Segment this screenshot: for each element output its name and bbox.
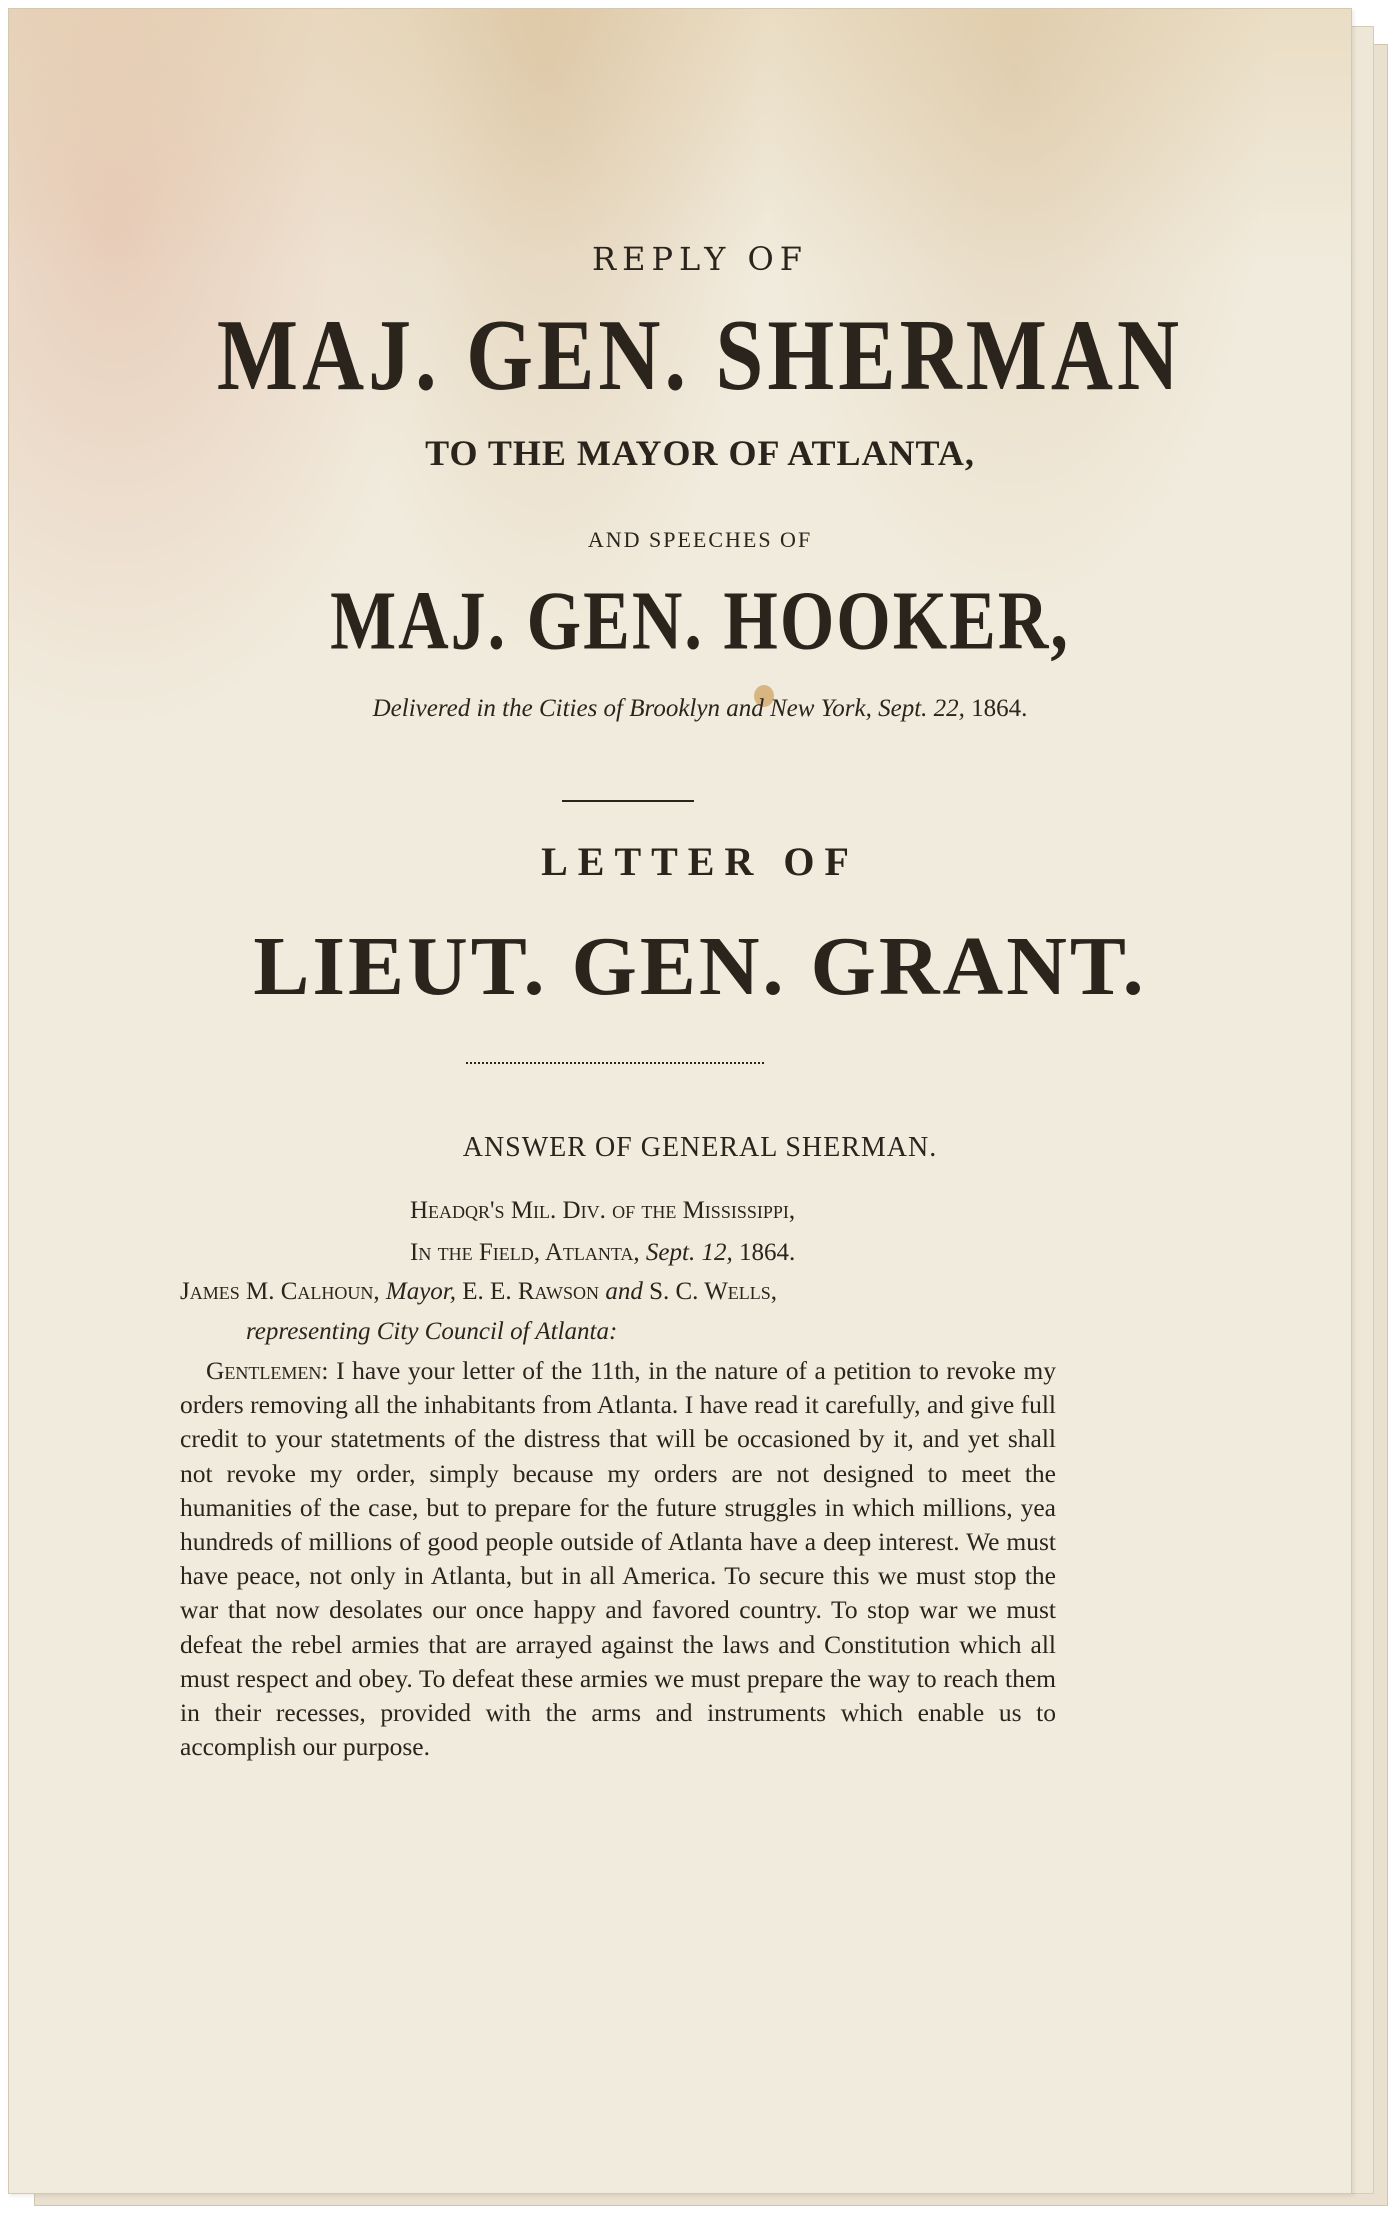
addressee-wells: S. C. Wells, — [642, 1278, 778, 1305]
addressee-rawson: E. E. Rawson — [456, 1278, 606, 1305]
title-sherman: MAJ. GEN. SHERMAN — [216, 298, 1184, 412]
body-paragraph: : I have your letter of the 11th, in the nature of a petition to revoke my orders removing all the inhabitants from Atlanta. I have read it carefully, and give full credit to your statetments of the distress that will be occasioned by it, and yet shall not revoke my order, simply because my orders are not designed to meet the humanities of the case, but to prepare for the future struggles in which millions, yea hundreds of millions of good people outside of Atlanta have a deep interest. We must have peace, not only in Atlanta, but in all America. To secure this we must stop the war that now desolates our once happy and favored country. To stop war we must defeat the rebel armies that are arrayed against the laws and Constitution which all must respect and obey. To defeat these armies we must prepare the way to reach them in their recesses, provided with the arms and instruments which enable us to accomplish our purpose. — [180, 1356, 1056, 1762]
addressee-name: James M. Calhoun, — [180, 1278, 386, 1305]
addressee-title: Mayor, — [385, 1278, 457, 1305]
hq-year: 1864. — [732, 1239, 796, 1266]
divider-rule — [562, 800, 694, 802]
letter-body — [180, 1354, 1056, 1764]
dotted-divider-rule — [466, 1062, 764, 1064]
delivered-date: Sept. 22, — [878, 695, 972, 722]
delivered-year: 1864. — [971, 695, 1028, 722]
answer-heading: ANSWER OF GENERAL SHERMAN. — [462, 1132, 938, 1163]
reply-of-heading: REPLY OF — [592, 240, 808, 278]
addressee-and: and — [605, 1278, 643, 1305]
headquarters-block — [410, 1190, 1110, 1274]
hq-date: Sept. 12, — [645, 1239, 733, 1266]
hq-line-1: Headqr's Mil. Div. of the Mississippi, — [410, 1197, 796, 1224]
speeches-of-heading: AND SPEECHES OF — [587, 527, 813, 552]
title-hooker: MAJ. GEN. HOOKER, — [330, 575, 1070, 668]
addressee-representing: representing City Council of Atlanta: — [246, 1318, 618, 1345]
letter-of-heading: LETTER OF — [541, 839, 859, 884]
hq-line-2 — [410, 1232, 1110, 1274]
delivered-line — [0, 695, 1400, 723]
salutation: Gentlemen — [206, 1356, 322, 1385]
title-grant: LIEUT. GEN. GRANT. — [253, 920, 1147, 1013]
hq-place: In the Field, Atlanta, — [410, 1239, 646, 1266]
to-mayor-subtitle: TO THE MAYOR OF ATLANTA, — [425, 433, 975, 473]
delivered-text: Delivered in the Cities of Brooklyn and New York, — [372, 695, 879, 722]
addressee-block — [180, 1272, 1100, 1352]
